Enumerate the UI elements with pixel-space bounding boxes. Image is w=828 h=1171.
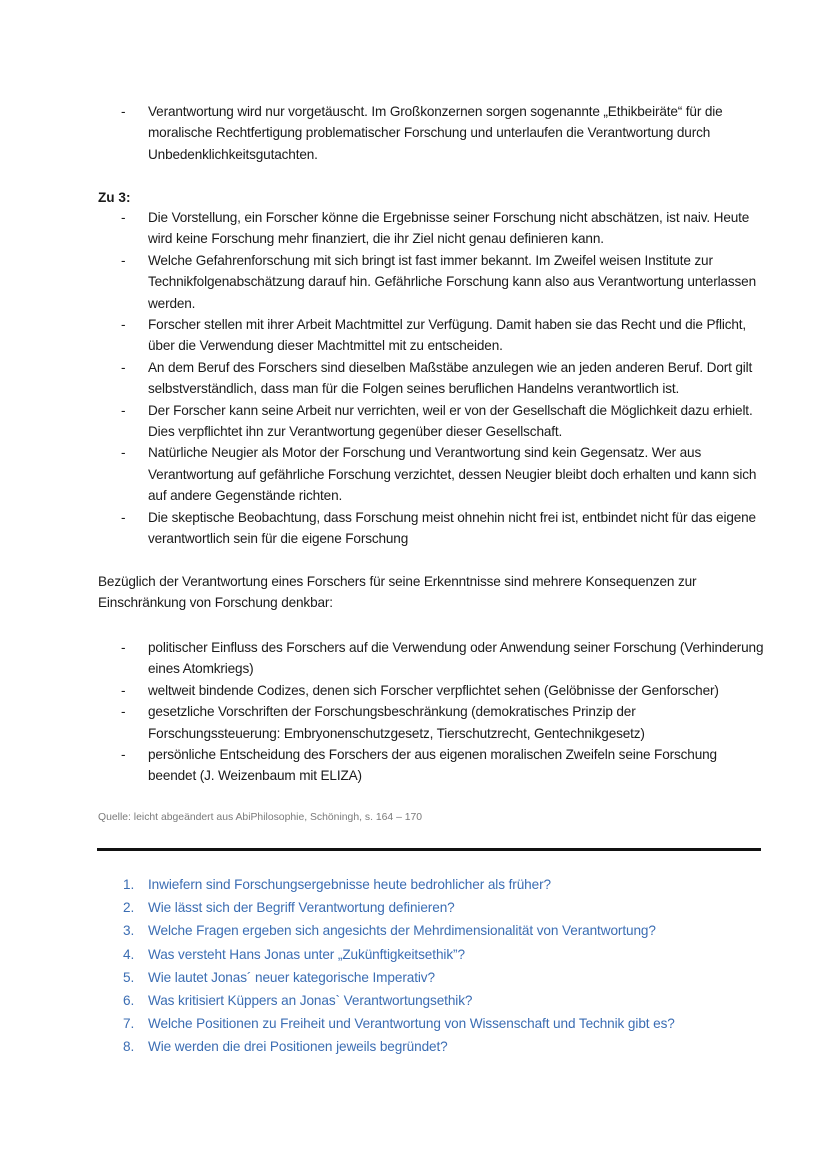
list-item-text: weltweit bindende Codizes, denen sich Forscher verpflichtet sehen (Gelöbnisse der Genforscher): [148, 682, 719, 698]
dash-marker: -: [121, 359, 126, 375]
dash-marker: -: [121, 682, 126, 698]
list-item-text: Die skeptische Beobachtung, dass Forschung meist ohnehin nicht frei ist, entbindet nicht für das eigene verantwortlich sein für die eigene Forschung: [148, 509, 756, 547]
dash-marker: -: [121, 210, 126, 225]
section-list: [98, 207, 768, 550]
list-item: [98, 442, 768, 506]
list-item-text: Welche Gefahrenforschung mit sich bringt ist fast immer bekannt. Im Zweifel weisen Institute zur Technikfolgenabschätzung darauf hin. Gefährliche Forschung kann also aus Verantwortung unterlassen werden.: [148, 252, 756, 311]
list-item-text: An dem Beruf des Forschers sind dieselben Maßstäbe anzulegen wie an jeden anderen Beruf. Dort gilt selbstverständlich, dass man für die Folgen seines beruflichen Handelns verantwortlich ist.: [148, 359, 753, 397]
questions-list: [98, 873, 768, 1059]
source-citation: Quelle: leicht abgeändert aus AbiPhilosophie, Schöningh, s. 164 – 170: [98, 812, 423, 823]
list-item: [98, 680, 768, 701]
question-number: 2.: [123, 900, 135, 916]
list-item-text: Forscher stellen mit ihrer Arbeit Machtmittel zur Verfügung. Damit haben sie das Recht und die Pflicht, über die Verwendung dieser Machtmittel mit zu entscheiden.: [148, 317, 747, 354]
question-number: 8.: [123, 1039, 135, 1055]
dash-marker: -: [121, 509, 126, 525]
question-number: 1.: [123, 877, 135, 892]
list-item: [98, 101, 768, 165]
list-item-text: Verantwortung wird nur vorgetäuscht. Im Großkonzernen sorgen sogenannte „Ethikbeiräte“ für die moralische Rechtfertigung problematischer Forschung und unterlaufen die Verantwortung durch Unbedenklichkeitsgutachten.: [148, 104, 723, 162]
section-divider: [97, 848, 761, 851]
consequences-intro: Bezüglich der Verantwortung eines Forschers für seine Erkenntnisse sind mehrere Konsequenzen zur Einschränkung von Forschung denkbar:: [98, 574, 697, 611]
dash-marker: -: [121, 317, 126, 333]
list-item: [98, 701, 768, 744]
question-item: [98, 966, 768, 989]
question-number: 5.: [123, 969, 135, 985]
list-item-text: Natürliche Neugier als Motor der Forschung und Verantwortung sind kein Gegensatz. Wer aus Verantwortung auf gefährliche Forschung verzichtet, dessen Neugier bleibt doch erhalten und kann sich auf andere Gegenstände richten.: [148, 445, 757, 504]
intro-list: [98, 101, 768, 165]
list-item-text: politischer Einfluss des Forschers auf die Verwendung oder Anwendung seiner Forschung (Verhinderung eines Atomkriegs): [148, 640, 764, 677]
list-item: [98, 637, 768, 680]
consequences-list: [98, 637, 768, 787]
list-item: [98, 744, 768, 787]
list-item: [98, 400, 768, 443]
question-text: Inwiefern sind Forschungsergebnisse heute bedrohlicher als früher?: [148, 877, 551, 892]
list-item: [98, 507, 768, 550]
dash-marker: -: [121, 445, 126, 461]
question-number: 3.: [123, 923, 135, 939]
list-item-text: persönliche Entscheidung des Forschers der aus eigenen moralischen Zweifeln seine Forschung beendet (J. Weizenbaum mit ELIZA): [148, 747, 717, 784]
question-item: [98, 943, 768, 966]
question-number: 4.: [123, 946, 135, 962]
question-text: Wie lässt sich der Begriff Verantwortung definieren?: [148, 900, 455, 916]
section-heading: Zu 3:: [98, 190, 131, 205]
list-item-text: Die Vorstellung, ein Forscher könne die Ergebnisse seiner Forschung nicht abschätzen, ist naiv. Heute wird keine Forschung mehr finanziert, die ihr Ziel nicht genau definieren kann.: [148, 210, 750, 247]
question-text: Welche Positionen zu Freiheit und Verantwortung von Wissenschaft und Technik gibt es?: [148, 1016, 675, 1032]
question-item: [98, 989, 768, 1012]
question-item: [98, 873, 768, 896]
question-item: [98, 1012, 768, 1035]
dash-marker: -: [121, 104, 126, 119]
question-item: [98, 1035, 768, 1058]
list-item-text: Der Forscher kann seine Arbeit nur verrichten, weil er von der Gesellschaft die Möglichkeit dazu erhielt. Dies verpflichtet ihn zur Verantwortung gegenüber dieser Gesellschaft.: [148, 402, 753, 440]
question-text: Was versteht Hans Jonas unter „Zukünftigkeitsethik”?: [148, 946, 465, 962]
list-item-text: gesetzliche Vorschriften der Forschungsbeschränkung (demokratisches Prinzip der Forschungssteuerung: Embryonenschutzgesetz, Tierschutzrecht, Gentechnikgesetz): [148, 704, 645, 741]
dash-marker: -: [121, 704, 126, 720]
question-text: Wie lautet Jonas´ neuer kategorische Imperativ?: [148, 969, 435, 985]
question-item: [98, 919, 768, 942]
question-number: 6.: [123, 993, 135, 1009]
dash-marker: -: [121, 640, 126, 655]
question-text: Wie werden die drei Positionen jeweils begründet?: [148, 1039, 448, 1055]
list-item: [98, 250, 768, 314]
question-number: 7.: [123, 1016, 135, 1032]
list-item: [98, 314, 768, 357]
list-item: [98, 357, 768, 400]
dash-marker: -: [121, 252, 126, 268]
dash-marker: -: [121, 747, 126, 763]
question-text: Welche Fragen ergeben sich angesichts der Mehrdimensionalität von Verantwortung?: [148, 923, 656, 939]
question-item: [98, 896, 768, 919]
question-text: Was kritisiert Küppers an Jonas` Verantwortungsethik?: [148, 993, 473, 1009]
list-item: [98, 207, 768, 250]
dash-marker: -: [121, 402, 126, 418]
